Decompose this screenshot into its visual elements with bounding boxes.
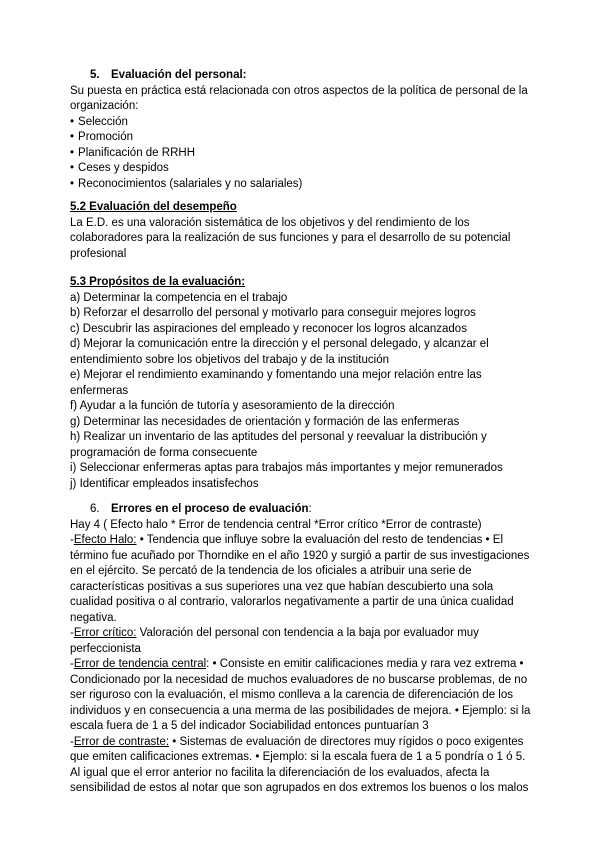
dash-glyph: - [70,658,74,670]
error-paragraph-tendencia-central [70,657,534,735]
proposito-item: g) Determinar las necesidades de orientación y formación de las enfermeras [70,415,460,428]
bullet-glyph: • [70,162,75,174]
proposito-item: i) Seleccionar enfermeras aptas para trabajos más importantes y mejor remunerados [70,462,503,474]
dash-glyph: - [70,627,74,639]
proposito-item: c) Descubrir las aspiraciones del empleado y reconocer los logros alcanzados [70,322,467,335]
spacer [70,262,534,275]
section5-number: 5. [90,69,100,81]
bullet-item [70,130,534,146]
bullet-label: Reconocimientos (salariales y no salariales) [78,177,303,190]
bullet-glyph: • [70,131,75,143]
error-label: Error crítico: [73,627,137,639]
dash-glyph: - [70,735,74,748]
bullet-item [70,161,534,177]
section6-number: 6. [90,503,100,515]
error-label: Error de contraste: [73,735,170,748]
error-text: • Tendencia que influye sobre la evaluación del resto de tendencias • El término fue acuñado por Thorndike en el año 1920 y surgió a partir de sus investigaciones en el ejército. Se percató de la tendencia de los oficiales a atribuir una serie de características positivas a sus superiores una vez que habían descubierto una sola cualidad positiva o al contrario, valorarlos negativamente a partir de una única cualidad negativa. [70,534,530,624]
bullet-item [70,177,534,193]
bullet-label: Ceses y despidos [78,162,169,174]
section6-title: Errores en el proceso de evaluación [111,503,309,515]
error-paragraph-efecto-halo [70,533,534,626]
section6-title-colon: : [308,503,312,515]
section5-title: Evaluación del personal: [111,69,247,81]
section52-body: La E.D. es una valoración sistemática de los objetivos y del rendimiento de los colaboradores para la realización de sus funciones y para el desarrollo de su potencial profesional [70,216,511,260]
section6-heading [90,502,534,518]
bullet-glyph: • [70,177,75,190]
spacer [70,492,534,502]
proposito-item: b) Reforzar el desarrollo del personal y motivarlo para conseguir mejores logros [70,307,476,319]
spacer [70,192,534,200]
proposito-item: d) Mejorar la comunicación entre la dirección y el personal delegado, y alcanzar el entendimiento sobre los objetivos del trabajo y de la institución [70,338,489,366]
bullet-glyph: • [70,115,75,128]
bullet-item [70,146,534,162]
section5-heading [90,68,534,84]
section53-heading: 5.3 Propósitos de la evaluación: [70,276,246,288]
bullet-glyph: • [70,146,75,159]
error-text: • Sistemas de evaluación de directores muy rígidos o poco exigentes que emiten calificaciones extremas. • Ejemplo: si la escala fuera de 1 a 5 pondría o 1 ó 5. Al igual que el error anterior no facilita la diferenciación de los evaluados, afecta la sensibilidad de estos al notar que son agrupados en dos extremos los buenos o los malos [70,735,529,794]
bullet-label: Promoción [78,131,133,143]
proposito-item: h) Realizar un inventario de las aptitudes del personal y reevaluar la distribución y programación de forma consecuente [70,431,487,459]
bullet-label: Planificación de RRHH [78,146,195,159]
error-text: Valoración del personal con tendencia a la baja por evaluador muy perfeccionista [70,627,479,655]
proposito-item: j) Identificar empleados insatisfechos [70,477,259,490]
bullet-label: Selección [78,115,128,128]
proposito-item: a) Determinar la competencia en el trabajo [70,291,288,304]
section52-heading: 5.2 Evaluación del desempeño [70,201,237,213]
proposito-item: f) Ayudar a la función de tutoría y asesoramiento de la dirección [70,400,395,412]
error-paragraph-error-critico [70,626,534,657]
error-label: Error de tendencia central [73,658,207,670]
dash-glyph: - [70,534,74,546]
proposito-item: e) Mejorar el rendimiento examinando y fomentando una mejor relación entre las enfermeras [70,369,482,397]
section6-intro: Hay 4 ( Efecto halo * Error de tendencia central *Error crítico *Error de contraste) [70,518,482,531]
bullet-item [70,115,534,131]
error-text: : • Consiste en emitir calificaciones media y rara vez extrema • Condicionado por la necesidad de muchos evaluadores de no buscarse problemas, de no ser riguroso con la evaluación, el mismo conlleva a la carencia de diferenciación de los individuos y en consecuencia a una merma de las posibilidades de mejora. • Ejemplo: si la escala fuera de 1 a 5 del indicador Sociabilidad entonces puntuarían 3 [70,658,531,732]
section5-intro: Su puesta en práctica está relacionada con otros aspectos de la política de personal de la organización: [70,84,528,112]
error-label: Efecto Halo: [73,534,137,546]
error-paragraph-error-contraste [70,735,534,797]
